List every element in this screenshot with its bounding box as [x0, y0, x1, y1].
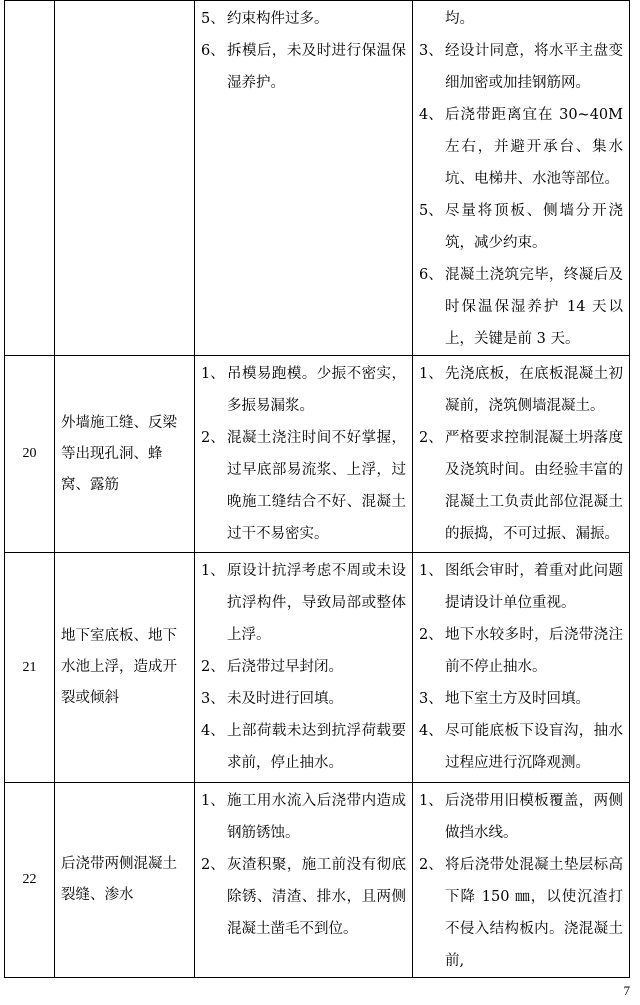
causes-cell: [195, 553, 413, 783]
list-item-text: 经设计同意，将水平主盘变细加密或加挂钢筋网。: [445, 43, 623, 91]
list-item: [419, 715, 623, 779]
list-item-number: 6、: [419, 267, 443, 283]
measures-cell: [413, 783, 630, 978]
list-item-text: 将后浇带处混凝土垫层标高下降 150 ㎜，以使沉渣打不侵入结构板内。浇混凝土前,: [445, 857, 623, 969]
list-item: [419, 358, 623, 422]
list-item-number: 6、: [201, 43, 225, 59]
list-item: [419, 785, 623, 849]
defect-title-cell: 地下室底板、地下水池上浮，造成开裂或倾斜: [55, 553, 195, 783]
list-item: [419, 555, 623, 619]
list-item: [201, 651, 406, 683]
list-item: [419, 849, 623, 977]
list-item-text: 上部荷载未达到抗浮荷载要求前，停止抽水。: [227, 723, 406, 771]
list-item: [201, 358, 406, 422]
list-item-text: 吊模易跑模。少振不密实，多振易漏浆。: [227, 366, 406, 414]
list-item-number: 2、: [201, 659, 225, 675]
item-number-cell: 22: [5, 783, 55, 978]
list-item-number: 1、: [419, 563, 443, 579]
list-item: [419, 35, 623, 99]
defect-title-cell: [55, 1, 195, 356]
list-item-number: 1、: [419, 366, 443, 382]
list-item-text: 先浇底板，在底板混凝土初凝前，浇筑侧墙混凝土。: [445, 366, 623, 414]
measures-list: [413, 356, 629, 550]
causes-list: [195, 356, 412, 550]
list-item-number: 2、: [201, 857, 225, 873]
item-number-cell: [5, 1, 55, 356]
construction-defects-table: [4, 0, 630, 978]
table-row: [5, 783, 630, 978]
list-item-text: 尽量将顶板、侧墙分开浇筑，减少约束。: [445, 203, 623, 251]
list-item: [201, 3, 406, 35]
list-item: [419, 3, 623, 35]
list-item-number: 2、: [419, 857, 443, 873]
causes-cell: [195, 1, 413, 356]
item-number-cell: 21: [5, 553, 55, 783]
table-row: [5, 1, 630, 356]
list-item-text: 未及时进行回填。: [227, 691, 343, 707]
page-number: 7: [623, 983, 630, 998]
list-item-number: 4、: [419, 107, 443, 123]
list-item-text: 尽可能底板下设盲沟，抽水过程应进行沉降观测。: [445, 723, 623, 771]
list-item-number: 2、: [201, 430, 225, 446]
list-item-text: 原设计抗浮考虑不周或未设抗浮构件，导致局部或整体上浮。: [227, 563, 406, 643]
list-item-text: 灰渣积聚，施工前没有彻底除锈、清渣、排水，且两侧混凝土凿毛不到位。: [227, 857, 406, 937]
list-item-text: 混凝土浇注时间不好掌握，过早底部易流浆、上浮，过晚施工缝结合不好、混凝土过干不易密实。: [227, 430, 406, 542]
list-item-number: 5、: [419, 203, 443, 219]
measures-list: [413, 553, 629, 779]
table-row: [5, 356, 630, 553]
list-item-text: 后浇带距离宜在 30~40M 左右，并避开承台、集水坑、电梯井、水池等部位。: [445, 107, 623, 187]
list-item: [201, 35, 406, 99]
list-item-number: 5、: [201, 11, 225, 27]
list-item: [201, 683, 406, 715]
list-item: [419, 422, 623, 550]
list-item: [419, 195, 623, 259]
list-item-number: [419, 3, 445, 35]
list-item-text: 约束构件过多。: [227, 11, 329, 27]
table-row: [5, 553, 630, 783]
causes-cell: [195, 356, 413, 553]
list-item: [201, 422, 406, 550]
list-item: [201, 555, 406, 651]
list-item: [419, 259, 623, 355]
list-item-number: 1、: [201, 793, 225, 809]
list-item: [201, 785, 406, 849]
list-item: [201, 715, 406, 779]
list-item-text: 地下水较多时，后浇带浇注前不停止抽水。: [445, 627, 623, 675]
measures-cell: [413, 356, 630, 553]
list-item-number: 4、: [419, 723, 443, 739]
causes-cell: [195, 783, 413, 978]
list-item-text: 均。: [445, 11, 474, 27]
measures-cell: [413, 553, 630, 783]
causes-list: [195, 1, 412, 99]
defect-title-cell: 后浇带两侧混凝土裂缝、渗水: [55, 783, 195, 978]
list-item-number: 4、: [201, 723, 225, 739]
item-number-cell: 20: [5, 356, 55, 553]
list-item-text: 严格要求控制混凝土坍落度及浇筑时间。由经验丰富的混凝土工负责此部位混凝土的振捣，不可过振、漏振。: [445, 430, 623, 542]
causes-list: [195, 553, 412, 779]
list-item-number: 3、: [419, 43, 443, 59]
list-item: [419, 683, 623, 715]
list-item-number: 1、: [201, 563, 225, 579]
list-item-text: 后浇带用旧模板覆盖，两侧做挡水线。: [445, 793, 623, 841]
list-item-text: 混凝土浇筑完毕，终凝后及时保温保湿养护 14 天以上，关键是前 3 天。: [445, 267, 623, 347]
list-item-text: 后浇带过早封闭。: [227, 659, 343, 675]
measures-cell: [413, 1, 630, 356]
list-item-number: 2、: [419, 430, 443, 446]
list-item-text: 图纸会审时，着重对此问题提请设计单位重视。: [445, 563, 623, 611]
table-body: [5, 1, 630, 978]
list-item: [419, 99, 623, 195]
measures-list: [413, 783, 629, 977]
list-item-text: 施工用水流入后浇带内造成钢筋锈蚀。: [227, 793, 406, 841]
list-item-number: 3、: [201, 691, 225, 707]
list-item: [201, 849, 406, 945]
list-item-number: 3、: [419, 691, 443, 707]
list-item-text: 拆模后，未及时进行保温保湿养护。: [227, 43, 406, 91]
defect-title-cell: 外墙施工缝、反梁等出现孔洞、蜂窝、露筋: [55, 356, 195, 553]
list-item-number: 1、: [419, 793, 443, 809]
list-item: [419, 619, 623, 683]
list-item-number: 2、: [419, 627, 443, 643]
measures-list: [413, 1, 629, 355]
list-item-text: 地下室土方及时回填。: [445, 691, 590, 707]
causes-list: [195, 783, 412, 945]
list-item-number: 1、: [201, 366, 225, 382]
